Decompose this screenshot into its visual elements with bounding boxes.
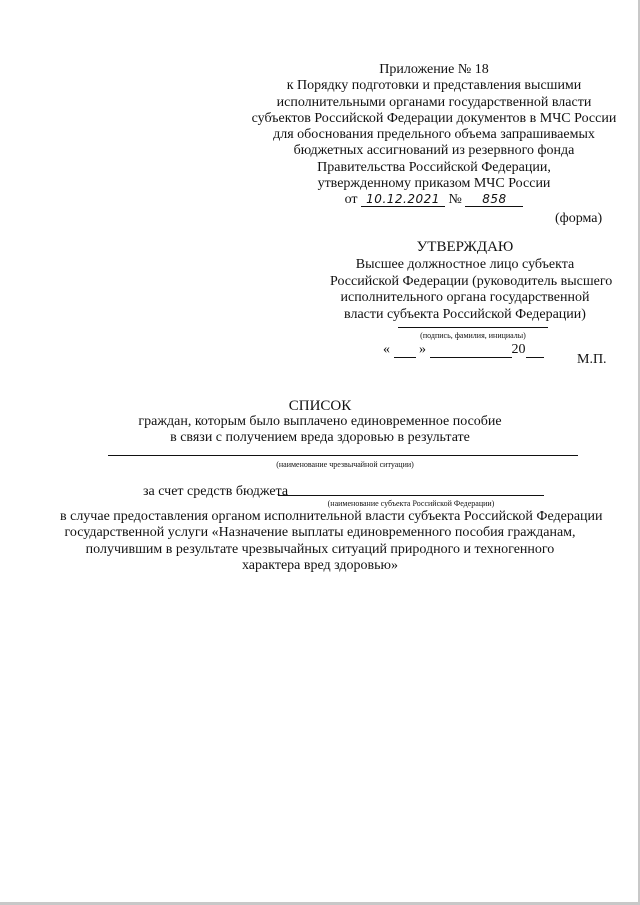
budget-label: за счет средств бюджета <box>143 484 289 499</box>
annex-line: Правительства Российской Федерации, <box>317 159 551 175</box>
date-close-quote: » <box>419 342 426 357</box>
seal-label: М.П. <box>577 352 607 367</box>
annex-line: субъектов Российской Федерации документов в МЧС России <box>251 110 617 126</box>
paragraph-line: получившим в результате чрезвычайных ситуаций природного и техногенного <box>85 541 555 557</box>
service-paragraph <box>60 509 603 574</box>
signature-caption: (подпись, фамилия, инициалы) <box>420 331 526 340</box>
annex-line: бюджетных ассигнований из резервного фонда <box>293 143 575 159</box>
date-open-quote: « <box>383 342 390 357</box>
list-subtitle-line: граждан, которым было выплачено единовременное пособие <box>138 414 502 429</box>
handwritten-number: 858 <box>465 192 523 207</box>
subject-caption: (наименование субъекта Российской Федерации) <box>327 499 495 508</box>
order-date-number <box>250 192 618 208</box>
approval-block <box>330 239 613 323</box>
number-prefix: № <box>448 192 462 208</box>
emergency-line <box>108 455 578 456</box>
date-prefix: от <box>344 192 358 208</box>
day-blank <box>394 343 416 358</box>
paragraph-line: в случае предоставления органом исполнительной власти субъекта Российской Федерации <box>60 509 603 524</box>
annex-line: Приложение № 18 <box>379 62 489 77</box>
list-subtitle-line: в связи с получением вреда здоровью в результате <box>170 430 470 445</box>
form-label: (форма) <box>555 211 603 226</box>
annex-line: к Порядку подготовки и представления высшими <box>286 78 582 94</box>
handwritten-date: 10.12.2021 <box>361 192 445 207</box>
subject-line <box>278 495 544 496</box>
paragraph-line: характера вред здоровью» <box>241 557 399 573</box>
annex-line: исполнительными органами государственной власти <box>276 94 592 110</box>
approval-line: Российской Федерации (руководитель высшего <box>330 273 613 289</box>
approval-line: власти субъекта Российской Федерации) <box>344 306 586 322</box>
year-blank <box>526 343 544 358</box>
annex-line: утвержденному приказом МЧС России <box>317 176 551 192</box>
emergency-caption: (наименование чрезвычайной ситуации) <box>276 460 414 469</box>
signature-line <box>398 327 548 328</box>
approval-line: исполнительного органа государственной <box>340 290 590 305</box>
approval-line: Высшее должностное лицо субъекта <box>355 257 575 272</box>
month-blank <box>430 343 512 358</box>
approval-date <box>383 342 544 358</box>
list-subtitle <box>120 414 520 446</box>
annex-line: для обоснования предельного объема запрашиваемых <box>273 127 595 143</box>
approval-heading: УТВЕРЖДАЮ <box>416 239 514 255</box>
annex-header <box>250 62 618 209</box>
list-title: СПИСОК <box>288 398 352 414</box>
paragraph-line: государственной услуги «Назначение выплаты единовременного пособия гражданам, <box>64 525 576 541</box>
year-prefix: 20 <box>511 342 526 357</box>
